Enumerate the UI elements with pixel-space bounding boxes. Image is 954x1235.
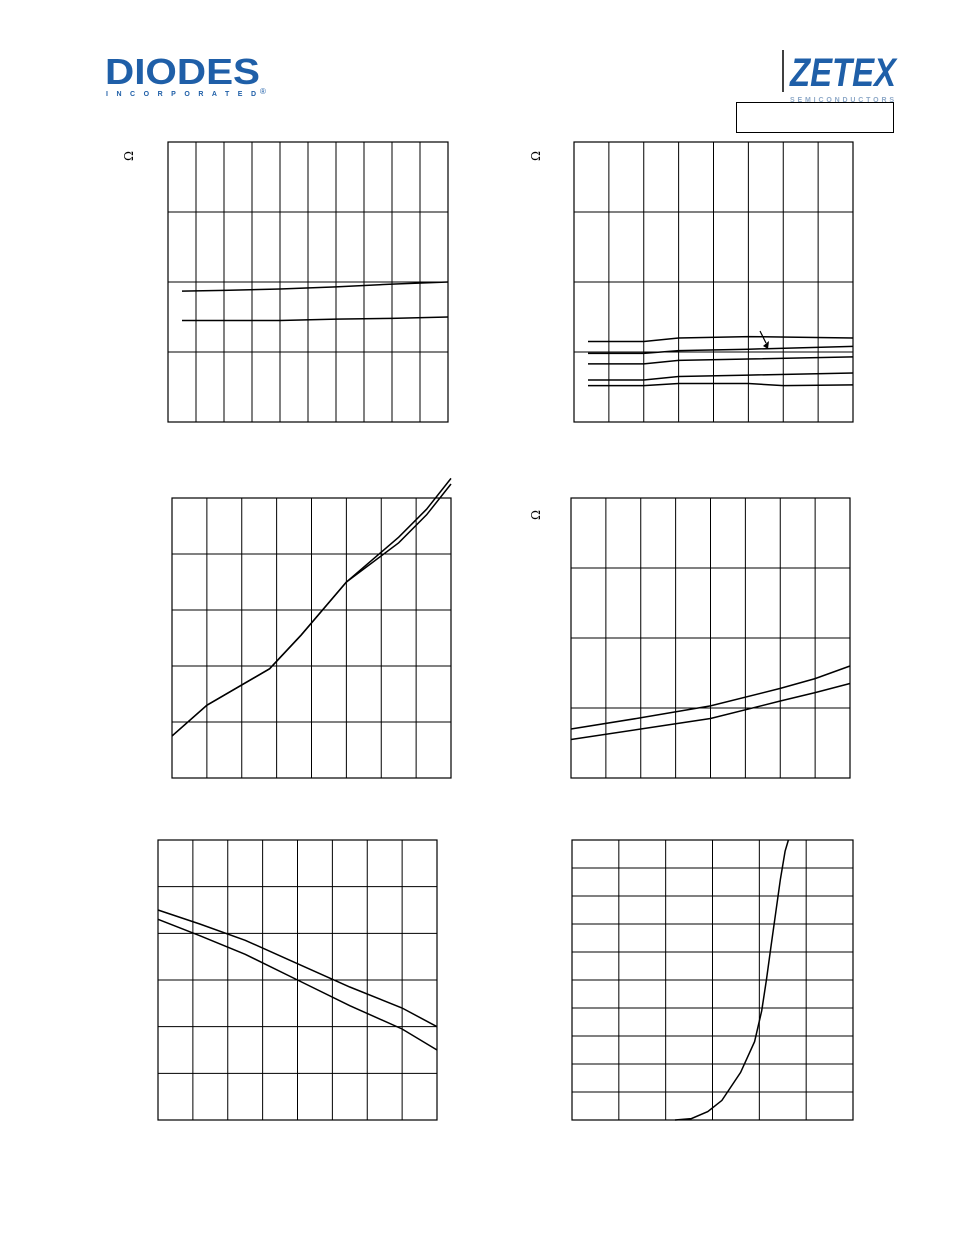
diodes-logo-wordmark: DIODES xyxy=(105,51,260,92)
zetex-logo-wordmark: ZETEX xyxy=(789,51,898,95)
top-right-callout-arrow xyxy=(760,331,769,349)
middle-right-y-axis-unit: Ω xyxy=(528,510,543,520)
top-right-y-axis-unit: Ω xyxy=(528,151,543,161)
top-right-series-4-line xyxy=(588,373,853,380)
top-left-series-2-line xyxy=(182,317,448,321)
top-left-chart xyxy=(168,142,448,422)
middle-right-chart xyxy=(571,498,850,778)
top-left-y-axis-unit: Ω xyxy=(121,151,136,161)
top-right-chart xyxy=(574,142,853,422)
diodes-logo-registered-mark: ® xyxy=(260,87,266,96)
zetex-logo-tagline: SEMICONDUCTORS xyxy=(790,97,894,104)
bottom-left-chart xyxy=(158,840,437,1120)
top-right-series-5-line xyxy=(588,384,853,386)
middle-left-chart xyxy=(172,478,451,778)
top-right-series-3-line xyxy=(588,357,853,364)
diodes-logo-tagline: INCORPORATED xyxy=(106,91,256,98)
top-left-series-1-line xyxy=(182,282,448,291)
bottom-right-chart xyxy=(572,840,853,1120)
top-right-series-1-line xyxy=(588,337,853,342)
